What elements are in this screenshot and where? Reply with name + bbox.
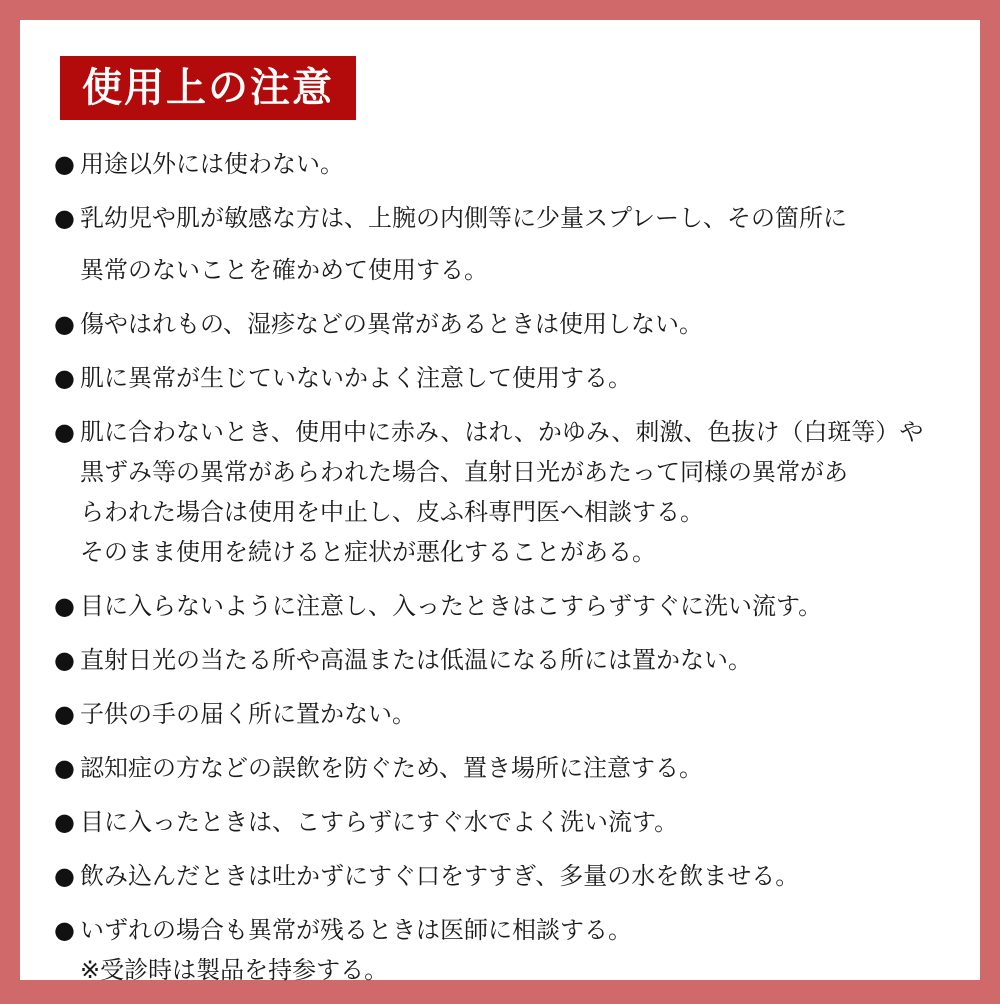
list-item-line: 飲み込んだときは吐かずにすぐ口をすすぎ、多量の水を飲ませる。 xyxy=(80,862,800,890)
list-item-line: 直射日光の当たる所や高温または低温になる所には置かない。 xyxy=(80,646,752,674)
list-item-text xyxy=(80,198,974,290)
list-item-text xyxy=(80,748,974,788)
bullet-icon: ● xyxy=(54,754,75,782)
list-item-line: 用途以外には使わない。 xyxy=(80,150,344,178)
list-item-line: 子供の手の届く所に置かない。 xyxy=(80,700,416,728)
list-item xyxy=(54,640,974,680)
list-item-text xyxy=(80,304,974,344)
list-item-text xyxy=(80,640,974,680)
list-item-line: いずれの場合も異常が残るときは医師に相談する。 xyxy=(80,916,632,944)
list-item-line: そのまま使用を続けると症状が悪化することがある。 xyxy=(80,538,656,566)
list-item xyxy=(54,358,974,398)
list-item-text xyxy=(80,802,974,842)
list-item xyxy=(54,144,974,184)
caution-list xyxy=(54,144,974,1004)
list-item-line: 目に入ったときは、こすらずにすぐ水でよく洗い流す。 xyxy=(80,808,679,836)
list-item-text xyxy=(80,586,974,626)
list-item xyxy=(54,802,974,842)
bullet-icon: ● xyxy=(54,418,75,446)
bullet-icon: ● xyxy=(54,364,75,392)
bullet-icon: ● xyxy=(54,700,75,728)
list-item-line: 傷やはれもの、湿疹などの異常があるときは使用しない。 xyxy=(80,310,704,338)
list-item xyxy=(54,198,974,290)
list-item-text xyxy=(80,694,974,734)
list-item-line: 肌に異常が生じていないかよく注意して使用する。 xyxy=(80,364,632,392)
list-item xyxy=(54,304,974,344)
bullet-icon: ● xyxy=(54,150,75,178)
list-item-line: 異常のないことを確かめて使用する。 xyxy=(80,256,488,284)
bullet-icon: ● xyxy=(54,862,75,890)
list-item-line: 黒ずみ等の異常があらわれた場合、直射日光があたって同様の異常があ xyxy=(80,458,848,486)
list-item-text xyxy=(80,144,974,184)
list-item xyxy=(54,748,974,788)
list-item-text xyxy=(80,412,974,572)
section-title: 使用上の注意 xyxy=(60,56,356,120)
list-item-text xyxy=(80,856,974,896)
bullet-icon: ● xyxy=(54,592,75,620)
list-item xyxy=(54,586,974,626)
list-item-line: 目に入らないように注意し、入ったときはこすらずすぐに洗い流す。 xyxy=(80,592,823,620)
list-item xyxy=(54,910,974,990)
list-item-text xyxy=(80,910,974,990)
bullet-icon: ● xyxy=(54,204,75,232)
list-item-line: 認知症の方などの誤飲を防ぐため、置き場所に注意する。 xyxy=(80,754,704,782)
list-item xyxy=(54,412,974,572)
bullet-icon: ● xyxy=(54,646,75,674)
list-item-line: ※受診時は製品を持参する。 xyxy=(80,956,389,984)
bullet-icon: ● xyxy=(54,808,75,836)
list-item xyxy=(54,856,974,896)
bullet-icon: ● xyxy=(54,916,75,944)
list-item-line: 乳幼児や肌が敏感な方は、上腕の内側等に少量スプレーし、その箇所に xyxy=(80,204,848,232)
notice-panel xyxy=(20,20,980,984)
list-item-line: らわれた場合は使用を中止し、皮ふ科専門医へ相談する。 xyxy=(80,498,704,526)
list-item-line: 肌に合わないとき、使用中に赤み、はれ、かゆみ、刺激、色抜け（白斑等）や xyxy=(80,418,924,446)
bullet-icon: ● xyxy=(54,310,75,338)
list-item-text xyxy=(80,358,974,398)
list-item xyxy=(54,694,974,734)
